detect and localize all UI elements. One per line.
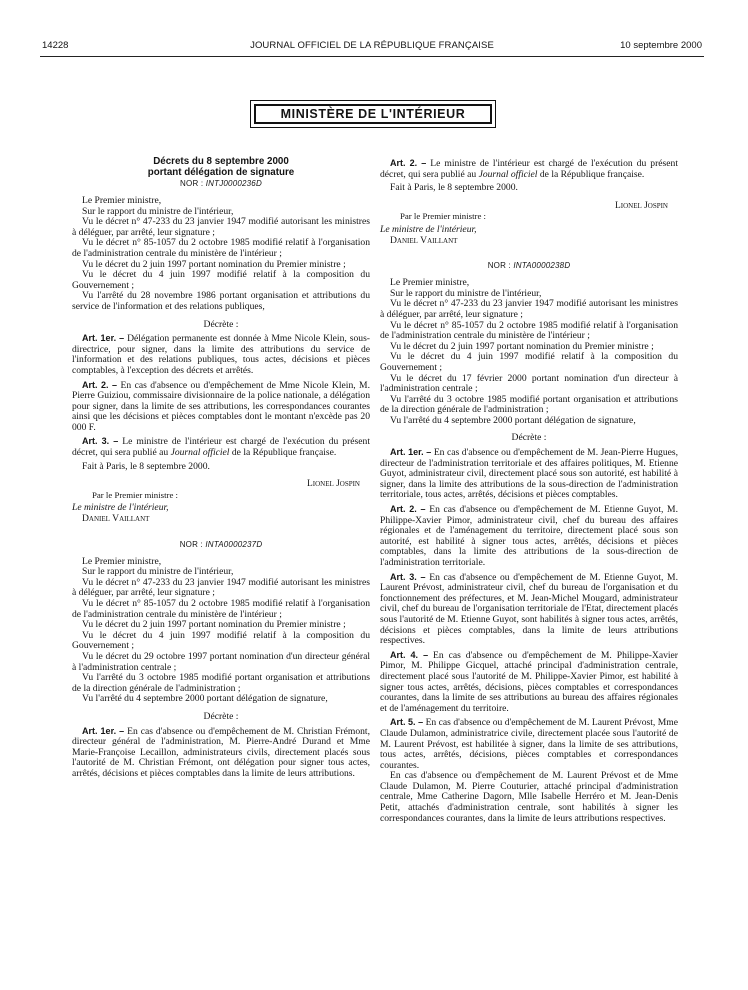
right-column	[380, 158, 678, 824]
article-text: En cas d'absence ou d'empêchement de M. Etienne Guyot, M. Philippe-Xavier Pimor, administrateur civil, chef du bureau des affaires régionales et de l'aménagement du territoire, directement placé sous son autorité, est habilité à signer tous actes, arrêtés, décisions et pièces comptables, dans la limite des attributions de la sous-direction de l'administration territoriale.	[380, 504, 678, 568]
decree-title-line-2: portant délégation de signature	[147, 167, 295, 178]
decree-intro: Le Premier ministre,	[390, 277, 470, 289]
visa: Vu le décret du 2 juin 1997 portant nomination du Premier ministre ;	[82, 258, 346, 270]
article-label: Art. 2. –	[390, 158, 427, 168]
nor-label: NOR :	[180, 179, 204, 188]
decrete-heading: Décrète :	[511, 432, 547, 444]
article-text: de la République française.	[539, 168, 645, 180]
article	[380, 717, 678, 771]
visa: Vu le décret du 29 octobre 1997 portant nomination d'un directeur général à l'administration centrale ;	[72, 650, 370, 673]
visa: Vu le décret du 4 juin 1997 modifié relatif à la composition du Gouvernement ;	[380, 351, 678, 373]
article-text: En cas d'absence ou d'empêchement de M. Philippe-Xavier Pimor, M. Philippe Gicquel, attaché principal d'administration centrale, directement placé sous l'autorité de M. Philippe-Xavier Pimor, est habilité à signer tous actes, arrêtés, décisions, pièces comptables et correspondances courantes, dans la limite de ses attributions au bureau des affaires régionales et de l'aménagement du territoire.	[380, 649, 679, 714]
article	[380, 650, 678, 715]
article-text: Le ministre de l'intérieur est chargé de l'exécution du présent décret, qui sera publié au	[72, 436, 370, 459]
nor-reference-1	[72, 178, 370, 189]
decrete-heading: Décrète :	[203, 710, 239, 722]
article-text: Le ministre de l'intérieur est chargé de l'exécution du présent décret, qui sera publié au	[380, 158, 678, 180]
journal-title: JOURNAL OFFICIEL DE LA RÉPUBLIQUE FRANÇAISE	[250, 40, 494, 51]
decree-intro: Le Premier ministre,	[82, 195, 162, 206]
minister-name: Daniel Vaillant	[390, 234, 458, 246]
nor-code: INTA0000237D	[205, 539, 263, 549]
article-text: En cas d'absence ou d'empêchement de M. Laurent Prévost, Mme Claude Dulamon, administratrice civile, directement placée sous l'autorité de M. Laurent Prévost, est habilitée à signer, dans la limite de ses attributions, tous actes, arrêtés, décisions, pièces comptables et correspondances courantes.	[380, 717, 678, 771]
article-paragraph: En cas d'absence ou d'empêchement de M. Laurent Prévost et de Mme Claude Dulamon, M. Pierre Couturier, attaché principal d'administration centrale, Mme Catherine Dagorn, Mlle Isabelle Herréro et M. Jean-Denis Petit, attachés d'administration centrale, sont habilités à signer les correspondances courantes, dans la limite de leurs attributions respectives.	[380, 770, 678, 824]
prime-minister-signature: Lionel Jospin	[307, 479, 360, 490]
article-label: Art. 2. –	[82, 379, 118, 390]
visa: Sur le rapport du ministre de l'intérieur,	[390, 287, 542, 299]
nor-reference-3	[380, 260, 678, 271]
visa: Vu l'arrêté du 28 novembre 1986 portant organisation et attributions du service de l'information et des relations publiques,	[72, 290, 370, 312]
visa: Vu l'arrêté du 4 septembre 2000 portant délégation de signature,	[82, 693, 328, 705]
article	[380, 504, 678, 569]
decrete-heading: Décrète :	[203, 318, 239, 330]
header-rule	[40, 56, 704, 57]
article-text: En cas d'absence ou d'empêchement de M. Jean-Pierre Hugues, directeur de l'administration territoriale et des affaires politiques, M. Etienne Guyot, administrateur civil, directement placé sous son autorité, est habilité à signer, dans la limite des attributions de la sous-direction de l'administration territoriale, tous actes, arrêtés, décisions et pièces comptables.	[380, 447, 679, 501]
visa: Sur le rapport du ministre de l'intérieur,	[82, 566, 234, 578]
page-number: 14228	[42, 40, 69, 51]
nor-label: NOR :	[487, 261, 511, 271]
article-text: En cas d'absence ou d'empêchement de M. Christian Frémont, directeur général de l'administration, M. Pierre-André Durand et Mme Marie-Françoise Lecaillon, administrateurs civils, directement placés sous l'autorité de M. Christian Frémont, ont délégation pour signer tous actes, arrêtés, décisions et pièces comptables dans la limite de leurs attributions.	[72, 725, 370, 779]
minister-title: Le ministre de l'intérieur,	[380, 223, 477, 235]
article-text: En cas d'absence ou d'empêchement de M. Etienne Guyot, M. Laurent Prévost, administrateur civil, chef du bureau de l'organisation et du fonctionnement des préfectures, et M. Jean-Michel Mougard, administrateur civil, chef du bureau de l'organisation territoriale de l'Etat, directement placés sous l'autorité de M. Etienne Guyot, sont habilités à signer tous actes, arrêtés, décisions et pièces comptables, dans la limite de leurs attributions respectives.	[380, 571, 678, 647]
article	[380, 447, 678, 501]
article-label: Art. 3. –	[390, 571, 426, 582]
ministry-box	[250, 100, 496, 128]
article-label: Art. 1er. –	[82, 725, 125, 736]
article	[72, 380, 370, 434]
visa: Vu l'arrêté du 3 octobre 1985 modifié portant organisation et attributions de la direction générale de l'administration ;	[72, 672, 370, 694]
article-text: de la République française.	[231, 447, 337, 459]
ministry-title: MINISTÈRE DE L'INTÉRIEUR	[254, 104, 492, 124]
decree-title-line-1: Décrets du 8 septembre 2000	[153, 156, 289, 167]
journal-officiel-ref: Journal officiel	[478, 168, 538, 180]
article	[72, 333, 370, 376]
prime-minister-signature: Lionel Jospin	[615, 200, 668, 211]
visa: Vu le décret du 2 juin 1997 portant nomination du Premier ministre ;	[82, 619, 346, 631]
signature-place-date: Fait à Paris, le 8 septembre 2000.	[82, 460, 210, 472]
journal-officiel-ref: Journal officiel	[170, 447, 230, 459]
article-label: Art. 5. –	[390, 717, 424, 728]
visa: Vu l'arrêté du 3 octobre 1985 modifié portant organisation et attributions de la direction générale de l'administration ;	[380, 393, 678, 416]
decree-intro: Le Premier ministre,	[82, 555, 162, 567]
article-text: En cas d'absence ou d'empêchement de Mme Nicole Klein, M. Pierre Guiziou, commissaire divisionnaire de la police nationale, a délégation pour signer, dans la limite de ses attributions, les correspondances courantes ainsi que les décisions et pièces comptables dont le montant n'excède pas 20 000 F.	[72, 379, 370, 433]
visa: Vu le décret n° 85-1057 du 2 octobre 1985 modifié relatif à l'organisation de l'administration centrale du ministère de l'intérieur ;	[72, 237, 370, 259]
article-label: Art. 1er. –	[82, 333, 125, 344]
article-label: Art. 2. –	[390, 504, 426, 515]
visa: Vu le décret n° 47-233 du 23 janvier 1947 modifié autorisant les ministres à déléguer, par arrêté, leur signature ;	[72, 216, 370, 238]
by-prime-minister: Par le Premier ministre :	[400, 211, 486, 222]
article	[380, 158, 678, 180]
article-label: Art. 1er. –	[390, 447, 432, 458]
nor-label: NOR :	[179, 539, 203, 549]
minister-name: Daniel Vaillant	[82, 513, 150, 525]
by-prime-minister: Par le Premier ministre :	[92, 489, 178, 500]
article-label: Art. 3. –	[82, 436, 119, 447]
article-text: Délégation permanente est donnée à Mme Nicole Klein, sous-directrice, pour signer, dans la limite des attributions du service de l'information et des relations publiques, tous actes, décisions et pièces comptables, à l'exception des décrets et arrêtés.	[72, 333, 370, 376]
nor-reference-2	[72, 539, 370, 550]
visa: Vu le décret du 2 juin 1997 portant nomination du Premier ministre ;	[390, 340, 654, 352]
visa: Sur le rapport du ministre de l'intérieur,	[82, 205, 234, 217]
visa: Vu le décret n° 85-1057 du 2 octobre 1985 modifié relatif à l'organisation de l'administration centrale du ministère de l'intérieur ;	[72, 598, 370, 620]
minister-title: Le ministre de l'intérieur,	[72, 502, 169, 514]
article	[72, 436, 370, 458]
visa: Vu le décret n° 47-233 du 23 janvier 1947 modifié autorisant les ministres à déléguer, par arrêté, leur signature ;	[380, 298, 678, 320]
article	[72, 726, 370, 780]
nor-code: INTJ0000236D	[205, 179, 262, 188]
signature-place-date: Fait à Paris, le 8 septembre 2000.	[390, 182, 518, 194]
article-label: Art. 4. –	[390, 649, 429, 660]
visa: Vu le décret n° 85-1057 du 2 octobre 1985 modifié relatif à l'organisation de l'administration centrale du ministère de l'intérieur ;	[380, 319, 678, 342]
page-header	[42, 40, 702, 54]
visa: Vu l'arrêté du 4 septembre 2000 portant délégation de signature,	[390, 414, 636, 426]
left-column	[72, 156, 370, 780]
visa: Vu le décret du 4 juin 1997 modifié relatif à la composition du Gouvernement ;	[72, 269, 370, 291]
nor-code: INTA0000238D	[513, 261, 571, 271]
publication-date: 10 septembre 2000	[620, 40, 702, 51]
visa: Vu le décret n° 47-233 du 23 janvier 1947 modifié autorisant les ministres à déléguer, par arrêté, leur signature ;	[72, 576, 370, 599]
article	[380, 572, 678, 647]
visa: Vu le décret du 17 février 2000 portant nomination d'un directeur à l'administration centrale ;	[380, 372, 678, 395]
visa: Vu le décret du 4 juin 1997 modifié relatif à la composition du Gouvernement ;	[72, 629, 370, 652]
